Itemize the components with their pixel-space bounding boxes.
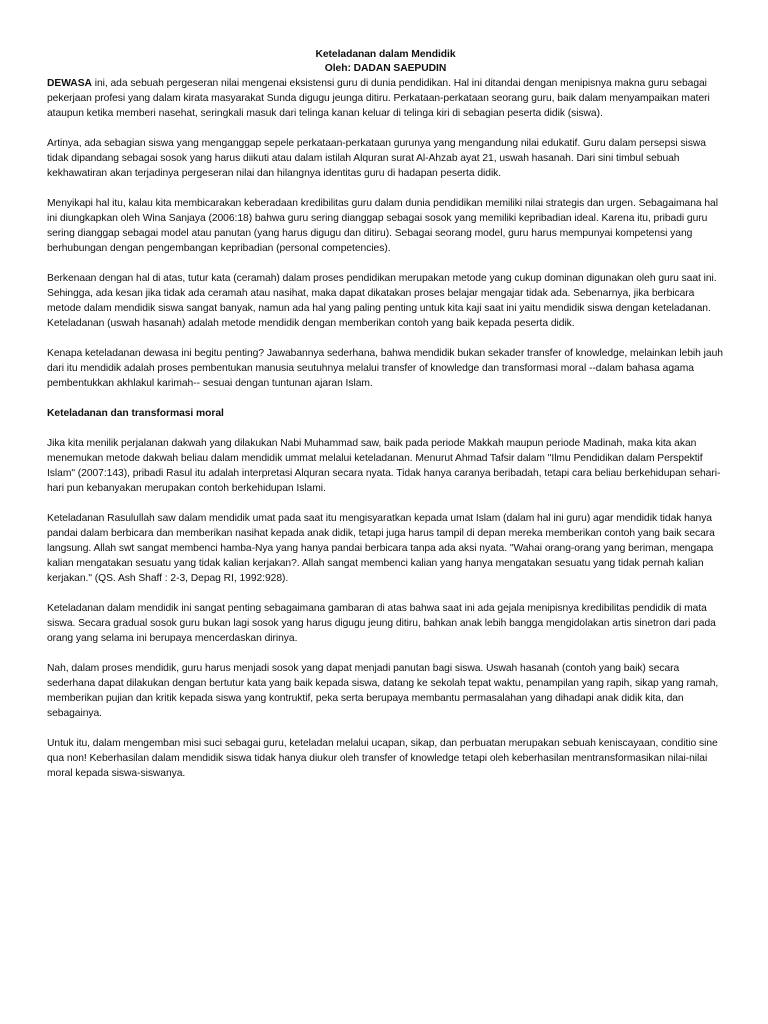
title-block bbox=[47, 48, 724, 76]
section-paragraph-5: Untuk itu, dalam mengemban misi suci sebagai guru, keteladan melalui ucapan, sikap, dan perbuatan merupakan sebuah keniscayaan, conditio sine qua non! Keberhasilan dalam mendidik siswa tidak hanya diukur oleh transfer of knowledge tetapi oleh keberhasilan mentransformasikan nilai-nilai moral kepada siswa-siswanya. bbox=[47, 738, 718, 779]
section-paragraph-4: Nah, dalam proses mendidik, guru harus menjadi sosok yang dapat menjadi panutan bagi siswa. Uswah hasanah (contoh yang baik) secara sederhana dapat dilakukan dengan bertutur kata yang baik kepada siswa, datang ke sekolah tepat waktu, penampilan yang rapih, sikap yang ramah, memberikan pujian dan kritik kepada siswa yang kontruktif, peka serta berupaya membantu permasalahan yang dihadapi anak didik kita, dan sebagainya. bbox=[47, 663, 719, 719]
section-paragraph-2: Keteladanan Rasulullah saw dalam mendidik umat pada saat itu mengisyaratkan kepada umat Islam (dalam hal ini guru) agar mendidik tidak hanya pandai dalam berbicara dan memberikan nasihat kepada anak didik, tetapi juga harus tampil di depan mereka memberikan contoh yang baik secara langsung. Allah swt sangat membenci hamba-Nya yang hanya pandai berbicara tanpa ada aksi nyata. "Wahai orang-orang yang beriman, mengapa kalian mengatakan sesuatu yang tidak kalian kerjakan?. Allah sangat membenci kalian yang hanya mengatakan sesuatu yang tidak pernah kalian kerjakan." (QS. Ash Shaff : 2-3, Depag RI, 1992:928). bbox=[47, 513, 715, 584]
paragraph-1-text: ini, ada sebuah pergeseran nilai mengenai eksistensi guru di dunia pendidikan. Hal ini ditandai dengan menipisnya makna guru sebagai pekerjaan profesi yang dalam kirata masyarakat Sunda digugu jeunga ditiru. Perkataan-perkataan seorang guru, baik dalam menyampaikan materi ataupun ketika memberi nasehat, seringkali masuk dari telinga kanan keluar di telinga kiri di sebagian peserta didik (siswa). bbox=[47, 78, 710, 119]
section-paragraph-3: Keteladanan dalam mendidik ini sangat penting sebagaimana gambaran di atas bahwa saat ini ada gejala menipisnya kredibilitas pendidik di mata siswa. Secara gradual sosok guru bukan lagi sosok yang harus digugu jeung ditiru, bahkan anak lebih bangga mengidolakan artis sinetron dari pada orang yang selama ini berupaya mencerdaskan dirinya. bbox=[47, 603, 716, 644]
paragraph-5: Kenapa keteladanan dewasa ini begitu penting? Jawabannya sederhana, bahwa mendidik bukan sekader transfer of knowledge, melainkan lebih jauh dari itu mendidik adalah proses pembentukan manusia seutuhnya melalui transfer of knowledge dan transformasi moral --dalam bahasa agama pembentukkan akhlakul karimah-- sesuai dengan tuntunan ajaran Islam. bbox=[47, 348, 723, 389]
section-heading: Keteladanan dan transformasi moral bbox=[47, 408, 224, 419]
paragraph-1 bbox=[47, 76, 724, 121]
paragraph-2: Artinya, ada sebagian siswa yang menganggap sepele perkataan-perkataan gurunya yang mengandung nilai edukatif. Guru dalam persepsi siswa tidak dipandang sebagai sosok yang harus diikuti atau dalam istilah Alquran surat Al-Ahzab ayat 21, uswah hasanah. Dari sini timbul sebuah kekhawatiran akan terjadinya pergeseran nilai dan hilangnya identitas guru di hadapan peserta didik. bbox=[47, 138, 706, 179]
lead-word: DEWASA bbox=[47, 78, 92, 89]
document-author: Oleh: DADAN SAEPUDIN bbox=[324, 63, 447, 74]
paragraph-3: Menyikapi hal itu, kalau kita membicarakan keberadaan kredibilitas guru dalam dunia pendidikan memiliki nilai strategis dan urgen. Sebagaimana hal ini diungkapkan oleh Wina Sanjaya (2006:18) bahwa guru sering dianggap sebagai sosok yang memiliki kepribadian ideal. Karena itu, pribadi guru sering dianggap sebagai model atau panutan (yang harus digugu dan ditiru). Sebagai seorang model, guru harus mempunyai kompetensi yang berhubungan dengan pengembangan kepribadian (personal competencies). bbox=[47, 198, 718, 254]
paragraph-4: Berkenaan dengan hal di atas, tutur kata (ceramah) dalam proses pendidikan merupakan metode yang cukup dominan digunakan oleh guru saat ini. Sehingga, ada kesan jika tidak ada ceramah atau nasihat, maka dapat dikatakan proses belajar mengajar tidak ada. Sebenarnya, jika berbicara metode dalam mendidik siswa sangat banyak, namun ada hal yang paling penting untuk kita kaji saat ini yaitu mendidik siswa dengan keteladanan. Keteladanan (uswah hasanah) adalah metode mendidik dengan memberikan contoh yang baik kepada peserta didik. bbox=[47, 273, 717, 329]
document-title: Keteladanan dalam Mendidik bbox=[315, 49, 456, 60]
section-paragraph-1: Jika kita menilik perjalanan dakwah yang dilakukan Nabi Muhammad saw, baik pada periode Makkah maupun periode Madinah, maka kita akan menemukan metode dakwah beliau dalam mendidik ummat melalui keteladanan. Menurut Ahmad Tafsir dalam "Ilmu Pendidikan dalam Perspektif Islam" (2007:143), pribadi Rasul itu adalah interpretasi Alquran secara nyata. Tidak hanya caranya beribadah, tetapi cara beliau berkehidupan sehari-hari pun kebanyakan merupakan contoh berkehidupan Islami. bbox=[47, 438, 721, 494]
